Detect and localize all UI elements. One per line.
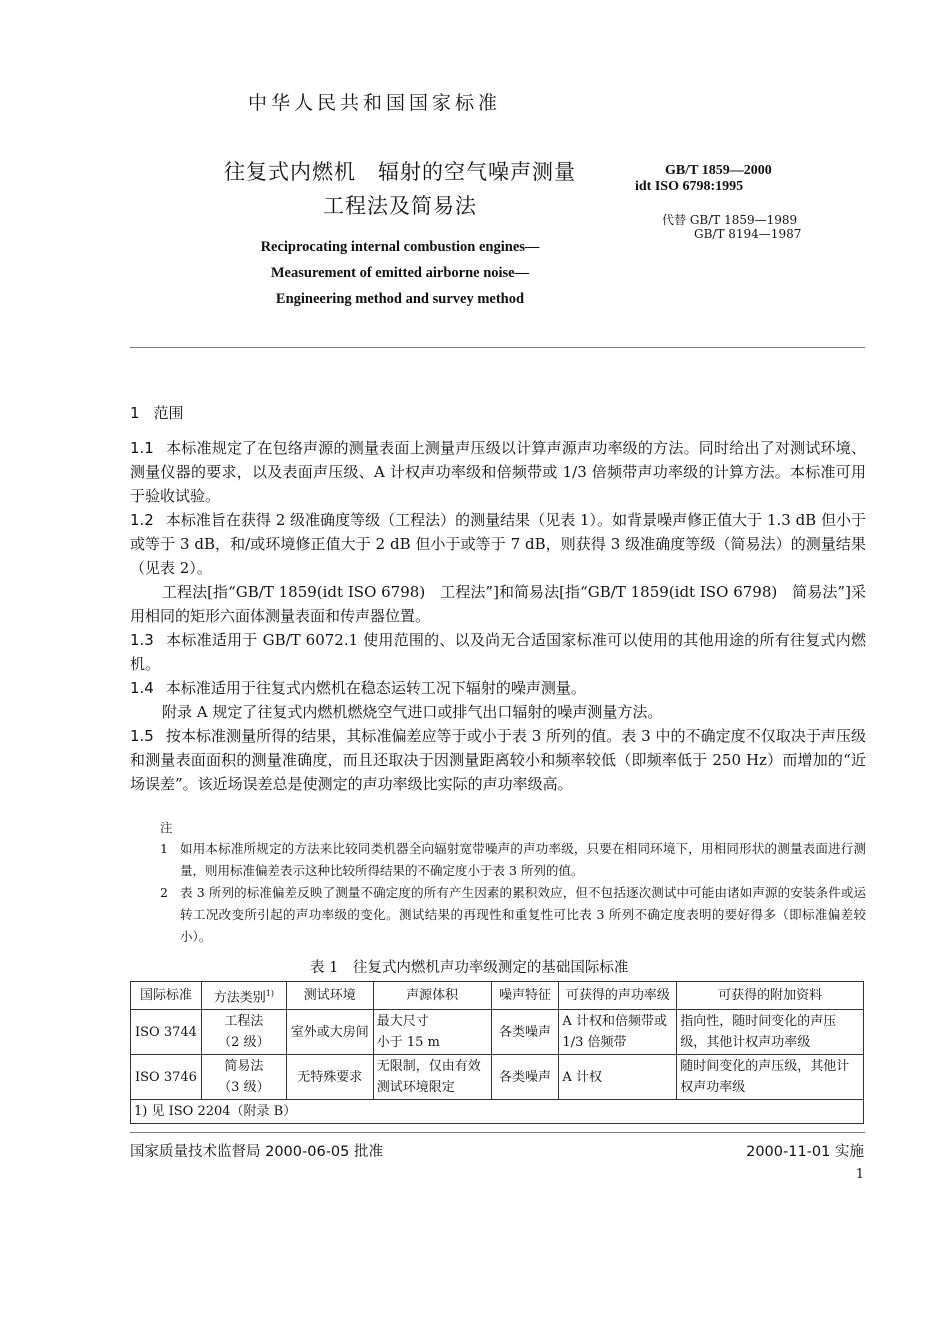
- idt-reference: idt ISO 6798:1995: [635, 179, 744, 194]
- standard-number: GB/T 1859—2000: [665, 163, 772, 178]
- title-chinese: [195, 155, 605, 223]
- section-title: 范围: [153, 404, 184, 422]
- header-divider: [130, 347, 865, 348]
- standard-type-heading: 中华人民共和国国家标准: [248, 92, 502, 114]
- table-cell: 室外或大房间: [286, 1010, 373, 1055]
- header-cell: 测试环境: [286, 982, 373, 1010]
- clause-text: 本标准旨在获得 2 级准确度等级（工程法）的测量结果（见表 1）。如背景噪声修正值大于 1.3 dB 但小于或等于 3 dB，和/或环境修正值大于 2 dB 但小于或等于 7 dB，则获得 3 级准确度等级（简易法）的测量结果（见表 2）。: [130, 511, 866, 577]
- cell-line: 简易法: [224, 1059, 264, 1075]
- clause-text: 本标准适用于 GB/T 6072.1 使用范围的、以及尚无合适国家标准可以使用的其他用途的所有往复式内燃机。: [130, 631, 866, 673]
- note-number: 1: [160, 841, 168, 856]
- header-cell: 声源体积: [373, 982, 491, 1010]
- table-cell: ISO 3744: [131, 1010, 202, 1055]
- table-cell: 各类噪声: [491, 1055, 559, 1100]
- section-number: 1: [130, 404, 140, 422]
- header-cell: 国际标准: [131, 982, 202, 1010]
- cell-line: 工程法: [224, 1014, 264, 1030]
- table-cell: A 计权: [559, 1055, 677, 1100]
- table-cell: ISO 3746: [131, 1055, 202, 1100]
- clause-number: 1.5: [130, 727, 154, 745]
- title-english: [200, 234, 600, 312]
- implementation-date: 2000-11-01 实施: [746, 1144, 864, 1160]
- clause-1-3: [130, 628, 866, 676]
- note-2: [160, 882, 866, 948]
- table-row: [131, 1055, 864, 1100]
- clause-number: 1.2: [130, 511, 154, 529]
- notes-block: [160, 838, 866, 948]
- table-cell: 随时间变化的声压级，其他计权声功率级: [677, 1055, 864, 1100]
- table-row: [131, 1010, 864, 1055]
- header-cell: 噪声特征: [491, 982, 559, 1010]
- title-en-line2: Measurement of emitted airborne noise—: [270, 265, 530, 281]
- table-cell: A 计权和倍频带或 1/3 倍频带: [559, 1010, 677, 1055]
- standard-code: [635, 163, 772, 195]
- approval-info: 国家质量技术监督局 2000-06-05 批准: [130, 1144, 383, 1160]
- clause-1-4-continuation: 附录 A 规定了往复式内燃机燃烧空气进口或排气出口辐射的噪声测量方法。: [162, 703, 663, 721]
- header-cell: 可获得的附加资料: [677, 982, 864, 1010]
- clause-number: 1.3: [130, 631, 154, 649]
- table-footnote: 1) 见 ISO 2204（附录 B）: [131, 1100, 864, 1124]
- clause-1-1: [130, 436, 866, 508]
- note-text: 如用本标准所规定的方法来比较同类机器全向辐射宽带噪声的声功率级，只要在相同环境下，用相同形状的测量表面进行测量，则用标准偏差表示这种比较所得结果的不确定度小于表 3 所列的值。: [180, 841, 866, 878]
- clause-1-2: [130, 508, 866, 580]
- footer-divider: [130, 1132, 865, 1133]
- title-cn-line1: 往复式内燃机 辐射的空气噪声测量: [224, 160, 576, 184]
- note-text: 表 3 所列的标准偏差反映了测量不确定度的所有产生因素的累积效应，但不包括逐次测试中可能由诸如声源的安装条件或运转工况改变所引起的声功率级的变化。测试结果的再现性和重复性可比表 3 所列不确定度表明的要好得多（即标准偏差较小）。: [180, 885, 866, 944]
- header-cell: [201, 982, 286, 1010]
- header-cell: 可获得的声功率级: [559, 982, 677, 1010]
- table-cell: 无限制，仅由有效测试环境限定: [373, 1055, 491, 1100]
- clause-number: 1.1: [130, 439, 154, 457]
- section-heading: [130, 402, 198, 423]
- clause-1-5: [130, 724, 866, 796]
- table-cell: 无特殊要求: [286, 1055, 373, 1100]
- replaces-block: [662, 213, 801, 241]
- clause-1-4: [130, 676, 866, 700]
- cell-line: （3 级）: [218, 1080, 270, 1096]
- body-text: [130, 436, 866, 796]
- title-en-line3: Engineering method and survey method: [275, 291, 525, 307]
- title-en-line1: Reciprocating internal combustion engines—: [260, 239, 540, 255]
- note-1: [160, 838, 866, 882]
- clause-1-2-continuation: 工程法[指“GB/T 1859(idt ISO 6798) 工程法”]和简易法[指“GB/T 1859(idt ISO 6798) 简易法”]采用相同的矩形六面体测量表面和传声器位置。: [130, 583, 866, 625]
- clause-text: 本标准规定了在包络声源的测量表面上测量声压级以计算声源声功率级的方法。同时给出了对测试环境、测量仪器的要求，以及表面声压级、A 计权声功率级和倍频带或 1/3 倍频带声功率级的计算方法。本标准可用于验收试验。: [130, 439, 866, 505]
- table-header-row: [131, 982, 864, 1010]
- clause-number: 1.4: [130, 679, 154, 697]
- table1: [130, 981, 864, 1124]
- table-cell: [201, 1055, 286, 1100]
- page-number: 1: [855, 1167, 864, 1182]
- clause-text: 本标准适用于往复式内燃机在稳态运转工况下辐射的噪声测量。: [165, 679, 586, 697]
- cell-line: （2 级）: [218, 1035, 270, 1051]
- clause-text: 按本标准测量所得的结果，其标准偏差应等于或小于表 3 所列的值。表 3 中的不确定度不仅取决于声压级和测量表面面积的测量准确度，而且还取决于因测量距离较小和频率较低（即频率低于 250 Hz）而增加的“近场误差”。该近场误差总是使测定的声功率级比实际的声功率级高。: [130, 727, 866, 793]
- footnote-marker: 1): [265, 989, 274, 998]
- table-cell: 各类噪声: [491, 1010, 559, 1055]
- table1-caption: 表 1 往复式内燃机声功率级测定的基础国际标准: [310, 960, 629, 976]
- note-number: 2: [160, 885, 168, 900]
- header-text: 方法类别: [213, 990, 266, 1006]
- replaces-line1: 代替 GB/T 1859—1989: [662, 213, 798, 227]
- cell-line: 最大尺寸: [376, 1014, 429, 1030]
- notes-label: 注: [160, 820, 173, 835]
- table-footnote-row: [131, 1100, 864, 1124]
- table-cell: 指向性，随时间变化的声压级，其他计权声功率级: [677, 1010, 864, 1055]
- title-cn-line2: 工程法及简易法: [323, 194, 477, 218]
- replaces-line2: GB/T 8194—1987: [694, 227, 802, 241]
- table-cell: [201, 1010, 286, 1055]
- table-cell: [373, 1010, 491, 1055]
- cell-line: 小于 15 m: [376, 1035, 440, 1051]
